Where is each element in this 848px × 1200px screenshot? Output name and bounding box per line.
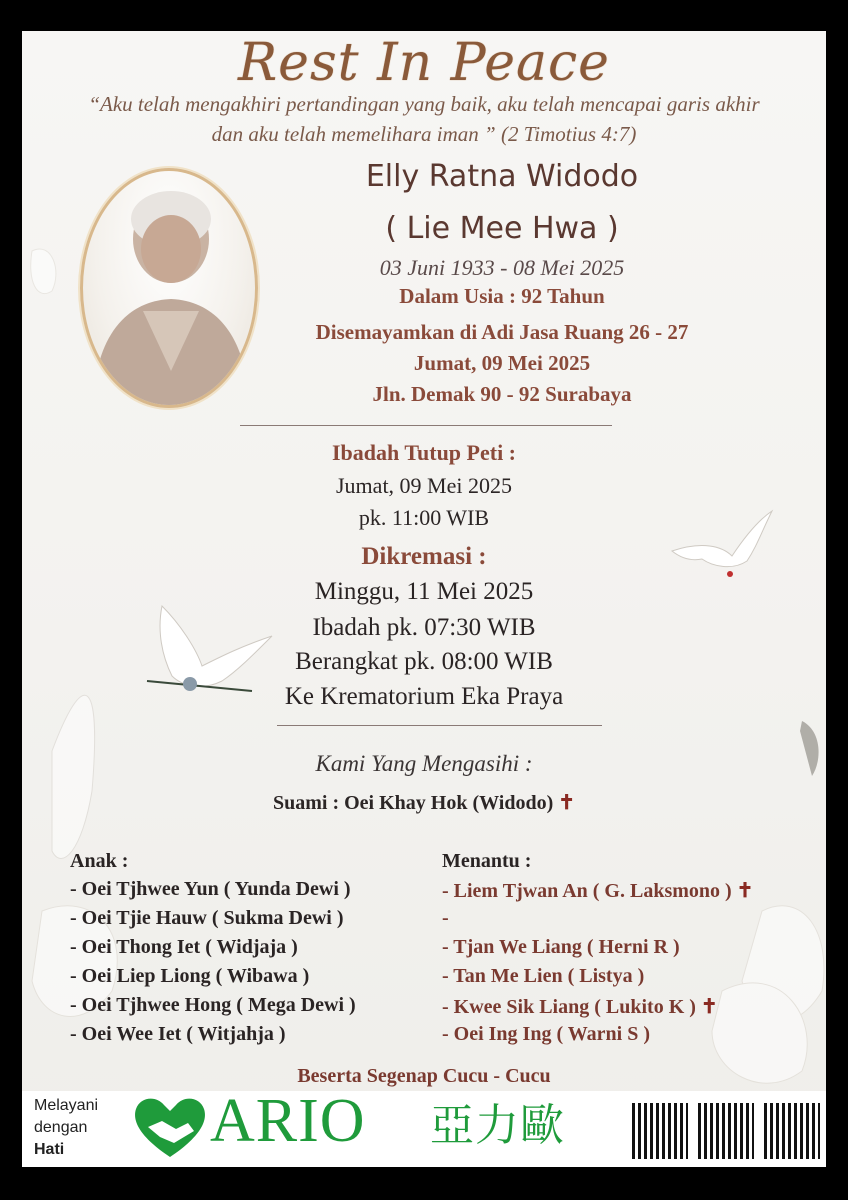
funeral-place: Disemayamkan di Adi Jasa Ruang 26 - 27 [315,320,689,344]
casket-date: Jumat, 09 Mei 2025 [336,473,512,498]
family-heading: Kami Yang Mengasihi : [315,751,533,776]
inlaw-name: - Kwee Sik Liang ( Lukito K ) [442,996,696,1018]
bible-verse [22,89,826,149]
list-item [442,965,753,994]
verse-line-2: dan aku telah memelihara iman ” (2 Timotius 4:7) [211,122,637,146]
casket-time: pk. 11:00 WIB [358,505,490,530]
list-item [442,878,753,907]
list-item: - Oei Tjhwee Yun ( Yunda Dewi ) [70,878,351,900]
cremation-heading: Dikremasi : [361,543,487,570]
funeral-date: Jumat, 09 Mei 2025 [413,351,591,375]
list-item [442,1023,753,1052]
divider-top [240,425,612,426]
funeral-address: Jln. Demak 90 - 92 Surabaya [372,382,632,406]
list-item [442,994,753,1023]
inlaw-name: - Tan Me Lien ( Listya ) [442,965,645,987]
children-list [70,878,356,1052]
cross-icon: ✝ [736,880,754,902]
list-item: - Oei Wee Iet ( Witjahja ) [70,1023,286,1045]
verse-line-1: “Aku telah mengakhiri pertandingan yang baik, aku telah mencapai garis akhir [88,92,760,116]
slogan-line-2: dengan [34,1119,88,1136]
spouse [22,790,826,815]
portrait-photo [80,168,258,408]
cross-icon: ✝ [558,792,575,814]
qr-code-1[interactable] [632,1103,688,1159]
inlaw-name: - Tjan We Liang ( Herni R ) [442,936,680,958]
cross-icon: ✝ [700,996,718,1018]
spouse-name: Suami : Oei Khay Hok (Widodo) [273,792,554,814]
slogan-line-1: Melayani [34,1097,99,1114]
list-item [442,936,753,965]
inlaw-name: - Oei Ing Ing ( Warni S ) [442,1023,650,1045]
life-dates: 03 Juni 1933 - 08 Mei 2025 [379,255,625,280]
deceased-name: Elly Ratna Widodo [365,159,639,194]
slogan-line-3: Hati [34,1141,65,1158]
list-item: - Oei Tjie Hauw ( Sukma Dewi ) [70,907,344,929]
brand-logo: ARIO [210,1087,366,1155]
cremation-date: Minggu, 11 Mei 2025 [314,578,534,605]
cremation-location: Ke Krematorium Eka Praya [284,683,564,710]
list-item [442,907,753,936]
page-title: Rest In Peace [238,33,610,93]
deceased-alias: ( Lie Mee Hwa ) [385,211,619,246]
list-item: - Oei Liep Liong ( Wibawa ) [70,965,310,987]
list-item: - Oei Tjhwee Hong ( Mega Dewi ) [70,994,356,1016]
obituary-card [22,31,826,1167]
cremation-service: Ibadah pk. 07:30 WIB [312,614,536,641]
children-heading: Anak : [70,850,129,872]
qr-code-2[interactable] [698,1103,754,1159]
inlaw-name: - [442,907,449,929]
list-item: - Oei Thong Iet ( Widjaja ) [70,936,298,958]
cremation-departure: Berangkat pk. 08:00 WIB [295,648,553,675]
slogan [34,1095,98,1161]
divider-bottom [277,725,602,726]
age: Dalam Usia : 92 Tahun [399,284,605,308]
qr-code-3[interactable] [764,1103,820,1159]
handshake-heart-icon [130,1093,210,1161]
person-portrait-icon [83,171,255,405]
inlaws-heading: Menantu : [442,850,532,872]
inlaws-list [442,878,753,1052]
brand-chinese: 亞力歐 [430,1100,565,1151]
casket-heading: Ibadah Tutup Peti : [331,440,517,465]
grandchildren: Beserta Segenap Cucu - Cucu [297,1065,551,1087]
inlaw-name: - Liem Tjwan An ( G. Laksmono ) [442,880,732,902]
